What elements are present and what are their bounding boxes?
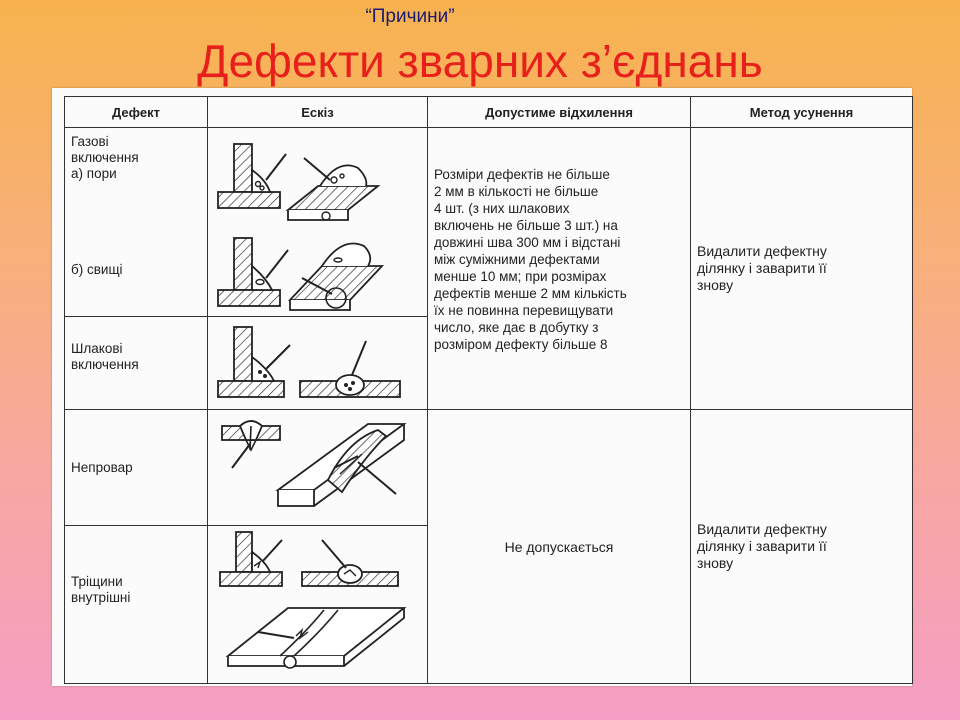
defect-cell [65, 410, 208, 526]
defect-name: Непровар [71, 460, 133, 475]
sketch-cell [208, 410, 428, 526]
deviation-cell-other [428, 410, 691, 684]
defects-table-sheet [52, 88, 912, 686]
deviation-not-allowed: Не допускається [504, 538, 614, 555]
defects-table [64, 96, 913, 684]
header-deviation: Допустиме відхилення [428, 97, 691, 128]
sketch-cell [208, 128, 428, 317]
table-row [65, 128, 913, 317]
method-cell-1 [691, 128, 913, 410]
deviation-cell-gas-slag [428, 128, 691, 410]
header-method: Метод усунення [691, 97, 913, 128]
method-cell-2 [691, 410, 913, 684]
header-sketch: Ескіз [208, 97, 428, 128]
method-text: Видалити дефектну ділянку і заварити її знову [697, 521, 827, 571]
defect-cell [65, 128, 208, 317]
method-text: Видалити дефектну ділянку і заварити її знову [697, 243, 827, 293]
sketch-gas-inclusions [208, 128, 428, 316]
slide-title: Дефекти зварних з’єднань [197, 35, 763, 87]
defect-name: Газові включення а) пори б) свищі [71, 134, 139, 277]
sketch-cell [208, 317, 428, 410]
sketch-lack-of-fusion [208, 410, 428, 525]
slide-subtitle: “Причини” [365, 6, 455, 27]
deviation-text: Розміри дефектів не більше 2 мм в кількості не більше 4 шт. (з них шлакових включень не більше 3 шт.) на довжині шва 300 мм і відстані між суміжними дефектами менше 10 мм; при розмірах дефектів менше 2 мм кількість їх не повинна перевищувати число, яке дає в добутку з розміром дефекту більше 8 [434, 167, 627, 352]
defect-name: Тріщини внутрішні [71, 574, 131, 605]
sketch-slag-inclusions [208, 317, 428, 409]
defect-name: Шлакові включення [71, 341, 139, 372]
defect-cell [65, 317, 208, 410]
table-header-row [65, 97, 913, 128]
defect-cell [65, 526, 208, 684]
table-row [65, 410, 913, 526]
header-defect: Дефект [65, 97, 208, 128]
sketch-cell [208, 526, 428, 684]
sketch-internal-cracks [208, 526, 428, 683]
